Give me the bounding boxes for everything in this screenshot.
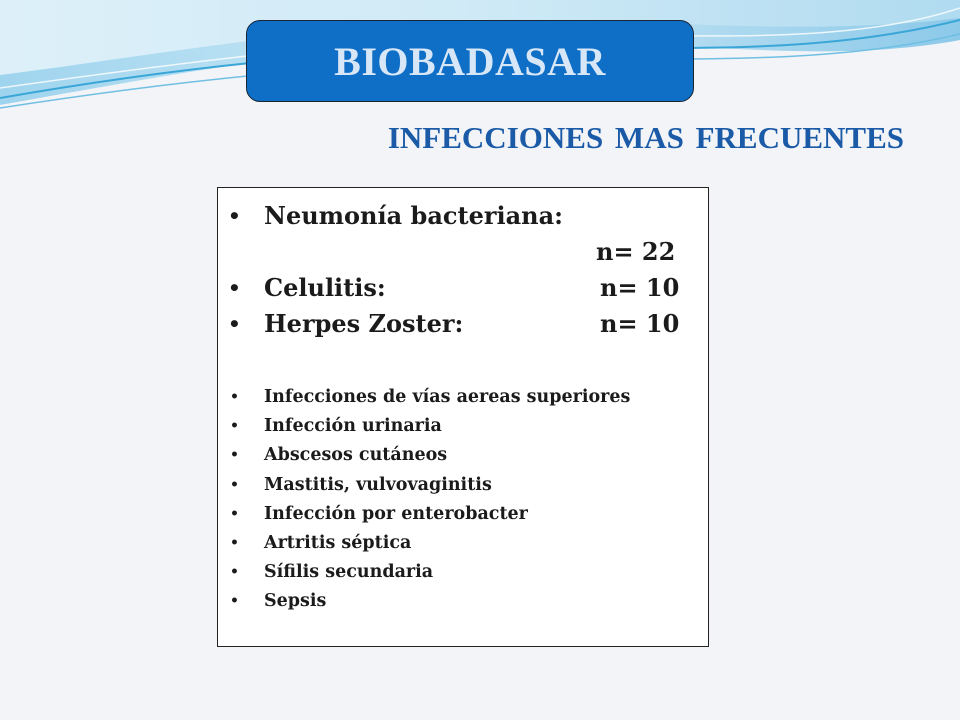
infection-label: Mastitis, vulvovaginitis xyxy=(264,474,492,495)
bullet: • xyxy=(230,389,239,405)
bullet: • xyxy=(230,476,239,493)
bullet: • xyxy=(230,593,239,610)
main-infections-list xyxy=(228,198,698,342)
list-item xyxy=(228,412,698,441)
infection-label: Infecciones de vías aereas superiores xyxy=(264,387,631,407)
infection-label: Infección por enterobacter xyxy=(264,503,528,524)
infection-label: Abscesos cutáneos xyxy=(264,445,448,466)
list-item xyxy=(228,471,698,500)
list-item-value-row xyxy=(228,234,698,270)
infection-label: Artritis séptica xyxy=(264,532,412,553)
title-banner xyxy=(246,20,694,102)
list-item xyxy=(228,441,698,470)
infection-label: Celulitis: xyxy=(264,273,386,302)
page-subtitle: INFECCIONES MAS FRECUENTES xyxy=(387,120,904,155)
infection-label: Herpes Zoster: xyxy=(264,309,464,338)
infection-count: n= 22 xyxy=(596,237,676,266)
infections-box xyxy=(217,187,709,647)
infection-label: Infección urinaria xyxy=(264,416,442,437)
list-item xyxy=(228,306,698,342)
bullet: • xyxy=(230,564,239,581)
bullet: • xyxy=(228,312,241,336)
bullet: • xyxy=(230,418,239,435)
list-item xyxy=(228,500,698,529)
infection-count: n= 10 xyxy=(600,273,680,302)
list-item xyxy=(228,558,698,587)
list-item xyxy=(228,270,698,306)
bullet: • xyxy=(230,447,239,464)
infection-count: n= 10 xyxy=(600,309,680,338)
bullet: • xyxy=(228,204,241,228)
other-infections-list xyxy=(228,383,698,617)
list-item xyxy=(228,198,698,234)
infection-label: Neumonía bacteriana: xyxy=(264,201,564,230)
list-item xyxy=(228,383,698,412)
bullet: • xyxy=(228,276,241,300)
infection-label: Sepsis xyxy=(264,591,327,612)
bullet: • xyxy=(230,505,239,522)
page-title: BIOBADASAR xyxy=(334,38,606,84)
infection-label: Sífilis secundaria xyxy=(264,562,434,583)
bullet: • xyxy=(230,534,239,551)
list-item xyxy=(228,587,698,616)
list-item xyxy=(228,529,698,558)
